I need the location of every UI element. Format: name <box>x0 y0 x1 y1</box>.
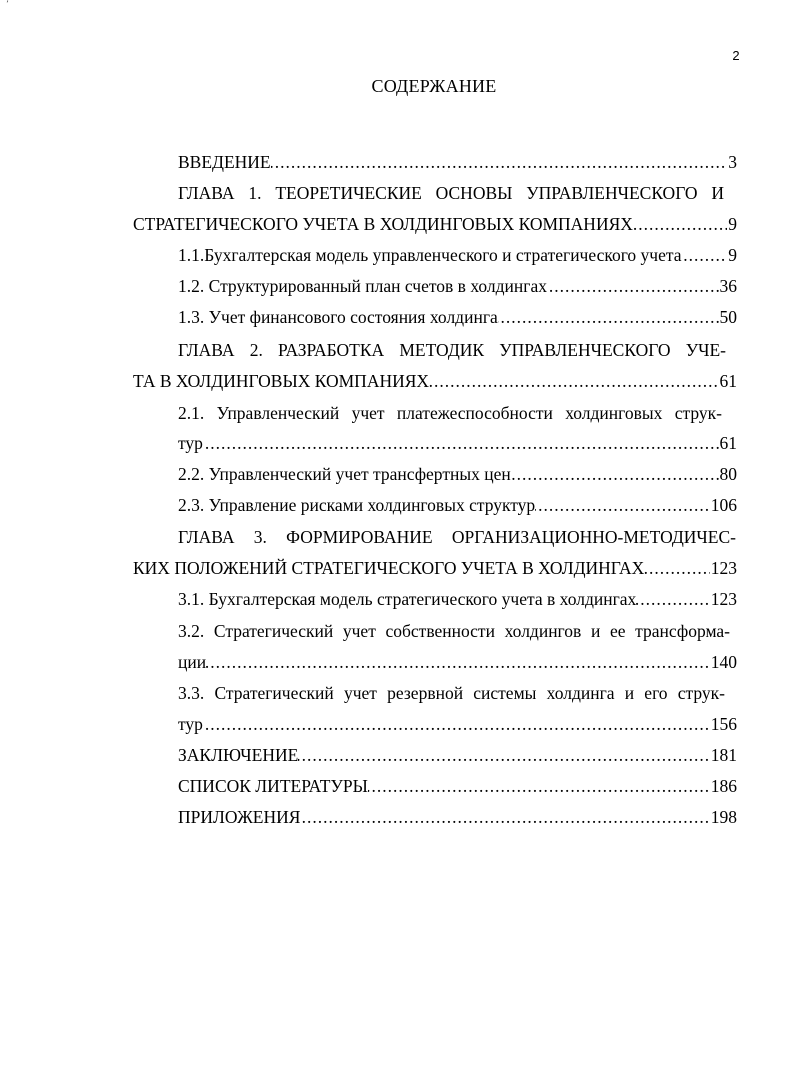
toc-entry-page: 50 <box>719 302 738 332</box>
toc-entry-text: 3.2. Стратегический учет собственности холдингов и ее трансформа- <box>178 621 730 641</box>
toc-entry-text: 2.1. Управленческий учет платежеспособности холдинговых струк- <box>178 403 722 423</box>
toc-entry-text: ПРИЛОЖЕНИЯ <box>178 807 301 827</box>
toc-entry-text: тур <box>178 433 203 453</box>
toc-entry-page: 80 <box>719 459 738 489</box>
toc-entry-3-1 <box>178 584 737 614</box>
toc-entry-page: 61 <box>719 428 738 458</box>
toc-entry-2-1 <box>178 398 722 428</box>
toc-entry-page: 61 <box>719 366 738 396</box>
toc-entry-page: 140 <box>710 647 737 677</box>
toc-entry-text: 3.3. Стратегический учет резервной системы холдинга и его струк- <box>178 683 725 703</box>
toc-entry-1-2 <box>178 271 737 301</box>
toc-entry-chapter-1-cont <box>133 209 737 239</box>
toc-entry-text: КИХ ПОЛОЖЕНИЙ СТРАТЕГИЧЕСКОГО УЧЕТА В ХОЛДИНГАХ <box>133 558 645 578</box>
toc-entry-introduction <box>178 147 737 177</box>
toc-entry-text: ТА В ХОЛДИНГОВЫХ КОМПАНИЯХ <box>133 371 430 391</box>
toc-entry-text: 2.3. Управление рисками холдинговых структур <box>178 495 536 515</box>
toc-entry-chapter-3 <box>178 522 736 552</box>
toc-entry-text: 1.2. Структурированный план счетов в холдингах <box>178 276 547 296</box>
toc-entry-page: 123 <box>710 553 737 583</box>
toc-entry-page: 181 <box>710 740 737 770</box>
toc-entry-3-3-cont <box>178 709 737 739</box>
toc-entry-1-3 <box>178 302 737 332</box>
toc-entry-2-3 <box>178 490 737 520</box>
toc-entry-page: 3 <box>727 147 737 177</box>
toc-entry-3-2-cont <box>178 647 737 677</box>
toc-entry-text: СПИСОК ЛИТЕРАТУРЫ <box>178 776 368 796</box>
toc-entry-page: 9 <box>727 240 737 270</box>
toc-entry-text: 1.1.Бухгалтерская модель управленческого и стратегического учета <box>178 245 682 265</box>
toc-entry-text: ции <box>178 652 207 672</box>
toc-entry-conclusion <box>178 740 737 770</box>
toc-entry-text: ЗАКЛЮЧЕНИЕ <box>178 745 299 765</box>
page-number: 2 <box>732 48 740 63</box>
toc-entry-page: 123 <box>710 584 737 614</box>
toc-entry-page: 186 <box>710 771 737 801</box>
toc-entry-page: 9 <box>727 209 737 239</box>
toc-entry-text: СТРАТЕГИЧЕСКОГО УЧЕТА В ХОЛДИНГОВЫХ КОМПАНИЯХ <box>133 214 633 234</box>
corner-mark: ʼ <box>6 0 9 10</box>
toc-entry-text: 1.3. Учет финансового состояния холдинга <box>178 307 498 327</box>
toc-entry-chapter-1 <box>178 178 724 208</box>
toc-entry-bibliography <box>178 771 737 801</box>
toc-entry-text: 2.2. Управленческий учет трансфертных цен <box>178 464 511 484</box>
toc-entry-page: 156 <box>710 709 737 739</box>
toc-entry-text: ГЛАВА 3. ФОРМИРОВАНИЕ ОРГАНИЗАЦИОННО-МЕТОДИЧЕС- <box>178 527 736 547</box>
toc-entry-2-1-cont <box>178 428 737 458</box>
toc-entry-text: ВВЕДЕНИЕ <box>178 152 271 172</box>
page-title: СОДЕРЖАНИЕ <box>371 76 497 96</box>
toc-entry-page: 106 <box>710 490 737 520</box>
toc-entry-chapter-3-cont <box>133 553 737 583</box>
toc-entry-1-1 <box>178 240 737 270</box>
toc-entry-2-2 <box>178 459 737 489</box>
toc-entry-chapter-2 <box>178 335 726 365</box>
toc-entry-text: 3.1. Бухгалтерская модель стратегического учета в холдингах <box>178 589 637 609</box>
toc-entry-chapter-2-cont <box>133 366 737 396</box>
toc-entry-page: 36 <box>719 271 738 301</box>
toc-entry-page: 198 <box>710 802 737 832</box>
toc-entry-text: ГЛАВА 1. ТЕОРЕТИЧЕСКИЕ ОСНОВЫ УПРАВЛЕНЧЕСКОГО И <box>178 183 724 203</box>
toc-entry-text: ГЛАВА 2. РАЗРАБОТКА МЕТОДИК УПРАВЛЕНЧЕСКОГО УЧЕ- <box>178 340 726 360</box>
toc-entry-3-2 <box>178 616 730 646</box>
toc-entry-text: тур <box>178 714 203 734</box>
toc-entry-appendices <box>178 802 737 832</box>
toc-entry-3-3 <box>178 678 725 708</box>
